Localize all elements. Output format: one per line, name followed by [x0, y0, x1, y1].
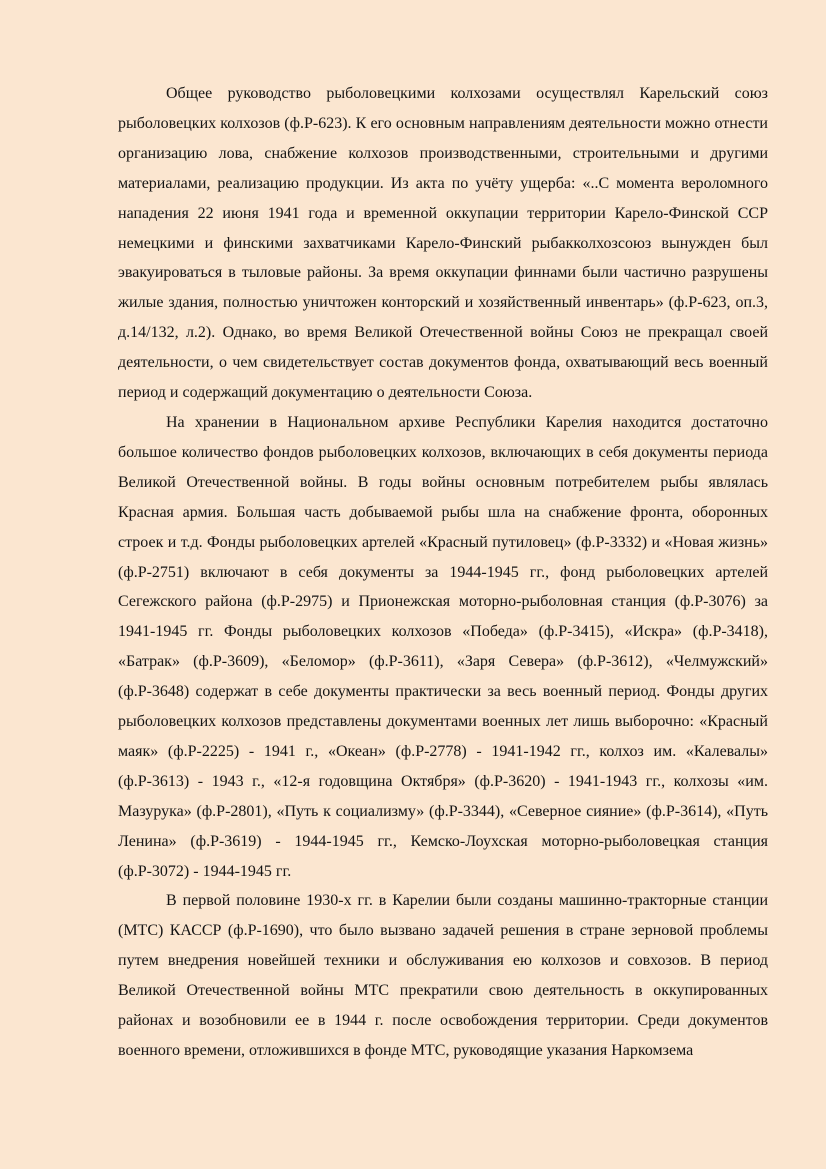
paragraph-fishing-collectives: На хранении в Национальном архиве Республики Карелия находится достаточно большое количество фондов рыболовецких колхозов, включающих в себя документы периода Великой Отечественной войны. В годы войны основным потребителем рыбы являлась Красная армия. Большая часть добываемой рыбы шла на снабжение фронта, оборонных строек и т.д. Фонды рыболовецких артелей «Красный путиловец» (ф.Р-3332) и «Новая жизнь» (ф.Р-2751) включают в себя документы за 1944-1945 гг., фонд рыболовецких артелей Сегежского района (ф.Р-2975) и Прионежская моторно-рыболовная станция (ф.Р-3076) за 1941-1945 гг. Фонды рыболовецких колхозов «Победа» (ф.Р-3415), «Искра» (ф.Р-3418), «Батрак» (ф.Р-3609), «Беломор» (ф.Р-3611), «Заря Севера» (ф.Р-3612), «Челмужский» (ф.Р-3648) содержат в себе документы практически за весь военный период. Фонды других рыболовецких колхозов представлены документами военных лет лишь выборочно: «Красный маяк» (ф.Р-2225) - 1941 г., «Океан» (ф.Р-2778) - 1941-1942 гг., колхоз им. «Калевалы» (ф.Р-3613) - 1943 г., «12-я годовщина Октября» (ф.Р-3620) - 1941-1943 гг., колхозы «им. Мазурука» (ф.Р-2801), «Путь к социализму» (ф.Р-3344), «Северное сияние» (ф.Р-3614), «Путь Ленина» (ф.Р-3619) - 1944-1945 гг., Кемско-Лоухская моторно-рыболовецкая станция (ф.Р-3072) - 1944-1945 гг. — [118, 413, 768, 880]
paragraph-fishing-union: Общее руководство рыболовецкими колхозами осуществлял Карельский союз рыболовецких колхозов (ф.Р-623). К его основным направлениям деятельности можно отнести организацию лова, снабжение колхозов производственными, строительными и другими материалами, реализацию продукции. Из акта по учёту ущерба: «..С момента вероломного нападения 22 июня 1941 года и временной оккупации территории Карело-Финской ССР немецкими и финскими захватчиками Карело-Финский рыбакколхозсоюз вынужден был эвакуироваться в тыловые районы. За время оккупации финнами были частично разрушены жилые здания, полностью уничтожен конторский и хозяйственный инвентарь» (ф.Р-623, оп.3, д.14/132, л.2). Однако, во время Великой Отечественной войны Союз не прекращал своей деятельности, о чем свидетельствует состав документов фонда, охватывающий весь военный период и содержащий документацию о деятельности Союза. — [118, 85, 768, 402]
document-body — [118, 79, 768, 1066]
paragraph-mts: В первой половине 1930-х гг. в Карелии были созданы машинно-тракторные станции (МТС) КАССР (ф.Р-1690), что было вызвано задачей решения в стране зерновой проблемы путем внедрения новейшей техники и обслуживания ею колхозов и совхозов. В период Великой Отечественной войны МТС прекратили свою деятельность в оккупированных районах и возобновили ее в 1944 г. после освобождения территории. Среди документов военного времени, отложившихся в фонде МТС, руководящие указания Наркомзема — [118, 892, 768, 1059]
